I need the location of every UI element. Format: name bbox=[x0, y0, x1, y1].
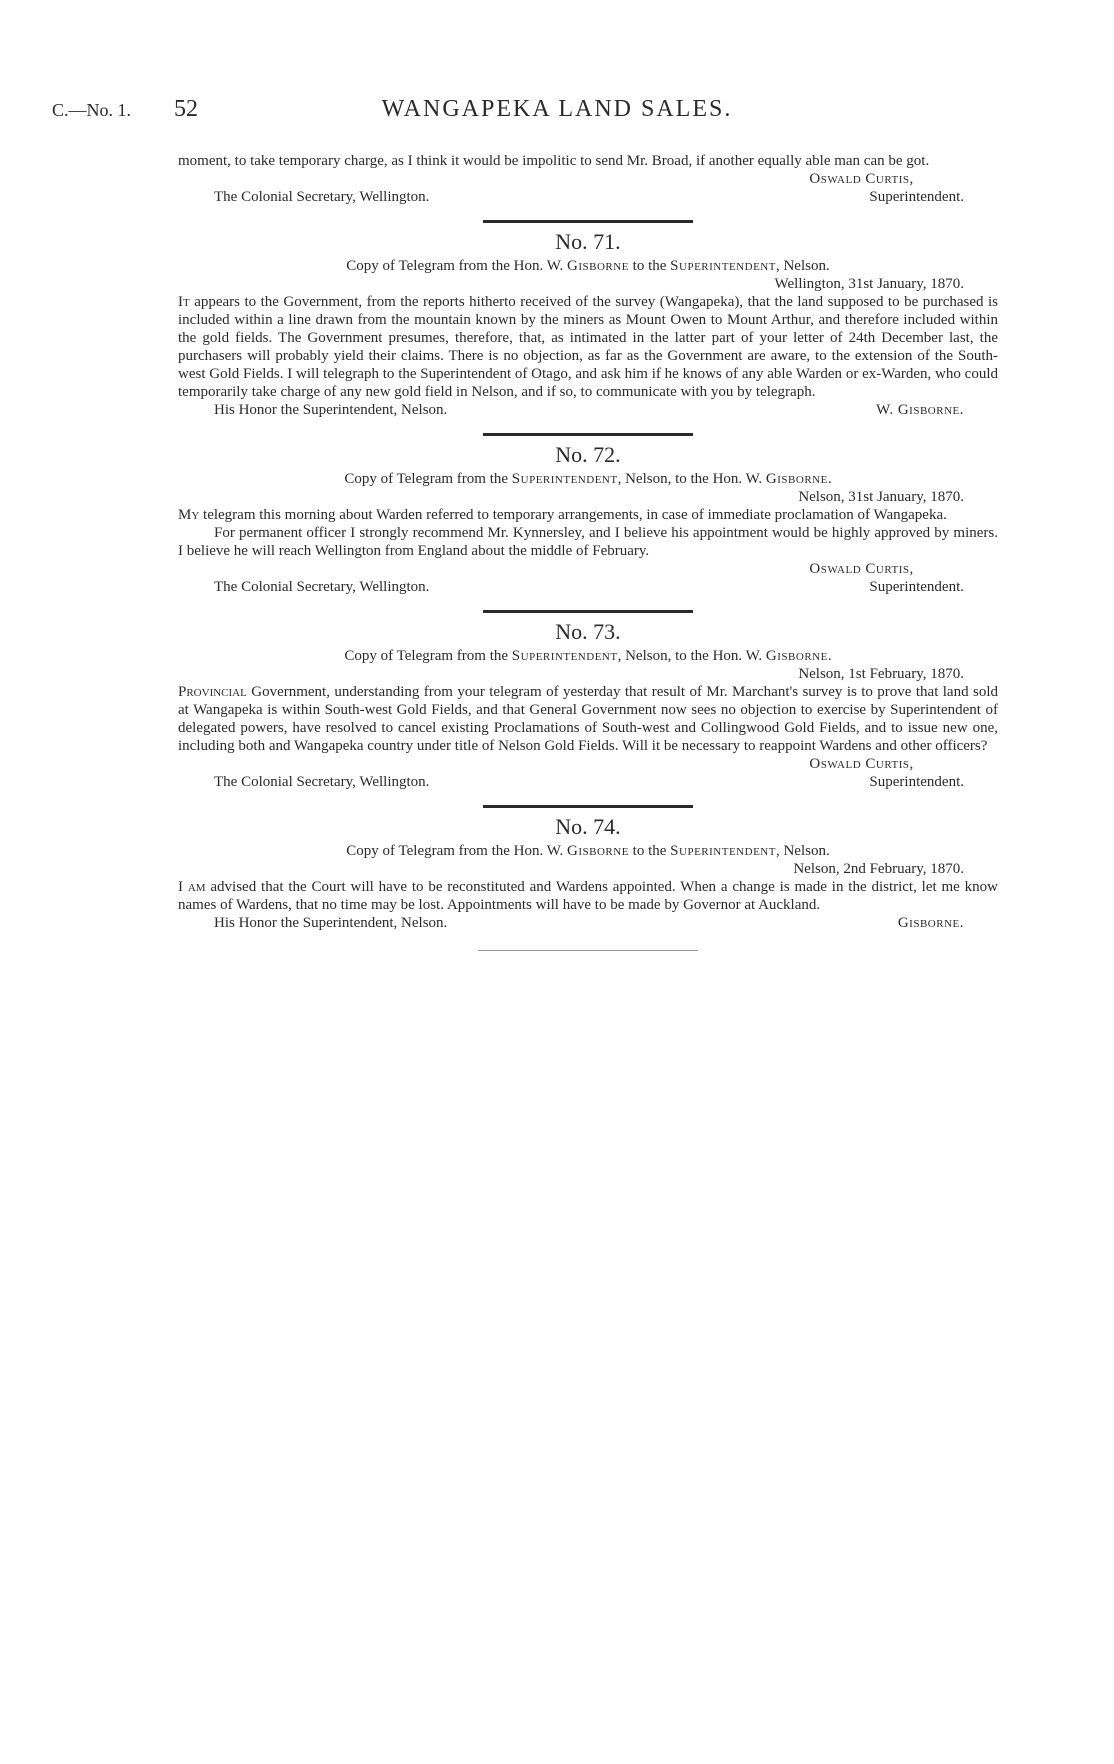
caption-sender: Superintendent bbox=[511, 648, 618, 664]
telegram-71 bbox=[178, 229, 998, 419]
lead-word: My bbox=[178, 507, 200, 523]
addressee: His Honor the Superintendent, Nelson. bbox=[214, 915, 448, 931]
signature-name: Oswald Curtis, bbox=[809, 171, 914, 187]
caption-recipient: Superintendent bbox=[670, 258, 776, 274]
addressee: His Honor the Superintendent, Nelson. bbox=[214, 402, 448, 418]
signature-block bbox=[178, 560, 998, 596]
lead-word: It bbox=[178, 294, 190, 310]
section-divider bbox=[483, 610, 693, 613]
telegram-72 bbox=[178, 442, 998, 596]
caption-recipient: Gisborne bbox=[765, 471, 828, 487]
caption-sender: Superintendent bbox=[511, 471, 618, 487]
caption-text: , Nelson. bbox=[775, 843, 830, 859]
signature-block bbox=[178, 755, 998, 791]
signature bbox=[809, 755, 964, 791]
telegram-number: No. 72. bbox=[555, 442, 621, 467]
caption-sender: Gisborne bbox=[567, 843, 629, 859]
section-divider bbox=[483, 433, 693, 436]
caption-text: Copy of Telegram from the bbox=[344, 648, 512, 664]
caption-text: , Nelson. bbox=[775, 258, 830, 274]
page-number: 52 bbox=[174, 96, 198, 122]
caption-recipient: Gisborne bbox=[765, 648, 828, 664]
telegram-caption bbox=[178, 257, 998, 275]
page-title: WANGAPEKA LAND SALES. bbox=[381, 96, 733, 122]
telegram-body bbox=[178, 506, 998, 524]
telegram-body bbox=[178, 683, 998, 755]
telegram-date: Nelson, 1st February, 1870. bbox=[798, 666, 964, 682]
continuation-section bbox=[178, 152, 998, 206]
telegram-73 bbox=[178, 619, 998, 791]
addressee: The Colonial Secretary, Wellington. bbox=[214, 189, 430, 205]
signature-name: Oswald Curtis, bbox=[809, 756, 914, 772]
section-divider bbox=[483, 805, 693, 808]
caption-text: . bbox=[827, 471, 832, 487]
lead-word: I am bbox=[178, 879, 206, 895]
signature-title: Superintendent. bbox=[869, 189, 964, 205]
signature-block bbox=[178, 914, 998, 932]
end-divider bbox=[478, 950, 698, 951]
telegram-date: Nelson, 2nd February, 1870. bbox=[793, 861, 964, 877]
caption-text: , Nelson, to the Hon. W. bbox=[617, 648, 766, 664]
telegram-date: Wellington, 31st January, 1870. bbox=[774, 276, 964, 292]
caption-text: , Nelson, to the Hon. W. bbox=[617, 471, 766, 487]
telegram-body bbox=[178, 878, 998, 914]
telegram-number: No. 74. bbox=[555, 814, 621, 839]
document-reference: C.—No. 1. bbox=[52, 100, 132, 120]
telegram-caption bbox=[178, 470, 998, 488]
signature bbox=[809, 560, 964, 596]
addressee: The Colonial Secretary, Wellington. bbox=[214, 774, 430, 790]
caption-text: to the bbox=[628, 258, 671, 274]
caption-text: to the bbox=[628, 843, 671, 859]
telegram-body-paragraph-2: For permanent officer I strongly recommend Mr. Kynnersley, and I believe his appointment would be highly approved by miners. I believe he will reach Wellington from England about the middle of February. bbox=[178, 525, 998, 559]
caption-text: Copy of Telegram from the Hon. W. bbox=[346, 843, 568, 859]
caption-recipient: Superintendent bbox=[670, 843, 776, 859]
telegram-74 bbox=[178, 814, 998, 932]
telegram-date: Nelson, 31st January, 1870. bbox=[798, 489, 964, 505]
signature: Gisborne. bbox=[897, 915, 964, 931]
telegram-body bbox=[178, 293, 998, 401]
signature-name: Oswald Curtis, bbox=[809, 561, 914, 577]
lead-word: Provincial bbox=[178, 684, 247, 700]
telegram-caption bbox=[178, 842, 998, 860]
body-text: telegram this morning about Warden referred to temporary arrangements, in case of immediate proclamation of Wangapeka. bbox=[199, 507, 947, 523]
caption-text: . bbox=[827, 648, 832, 664]
document-body bbox=[178, 152, 998, 961]
page-header bbox=[52, 96, 1062, 126]
body-text: Government, understanding from your telegram of yesterday that result of Mr. Marchant's survey is to prove that land sold at Wangapeka is within South-west Gold Fields, and that General Government now sees no objection to exercise by Superintendent of delegated powers, have resolved to cancel existing Proclamations of South-west and Collingwood Gold Fields, and to issue new one, including both and Wangapeka country under title of Nelson Gold Fields. Will it be necessary to reappoint Wardens and other officers? bbox=[178, 684, 998, 754]
signature-block bbox=[178, 170, 998, 206]
telegram-number: No. 71. bbox=[555, 229, 621, 254]
telegram-number: No. 73. bbox=[555, 619, 621, 644]
caption-text: Copy of Telegram from the bbox=[344, 471, 512, 487]
addressee: The Colonial Secretary, Wellington. bbox=[214, 579, 430, 595]
caption-sender: Gisborne bbox=[567, 258, 629, 274]
signature bbox=[809, 170, 964, 206]
signature-block bbox=[178, 401, 998, 419]
body-text: advised that the Court will have to be reconstituted and Wardens appointed. When a change is made in the district, let me know names of Wardens, that no time may be lost. Appointments will have to be made by Governor at Auckland. bbox=[178, 879, 998, 913]
signature-title: Superintendent. bbox=[869, 774, 964, 790]
continuation-text: moment, to take temporary charge, as I think it would be impolitic to send Mr. Broad, if another equally able man can be got. bbox=[178, 153, 930, 169]
telegram-caption bbox=[178, 647, 998, 665]
signature: W. Gisborne. bbox=[876, 402, 964, 418]
caption-text: Copy of Telegram from the Hon. W. bbox=[346, 258, 568, 274]
signature-title: Superintendent. bbox=[869, 579, 964, 595]
body-text: appears to the Government, from the reports hitherto received of the survey (Wangapeka), that the land supposed to be purchased is included within a line drawn from the mountain known by the miners as Mount Owen to Mount Arthur, and therefore included within the gold fields. The Government presumes, therefore, that, as intimated in the latter part of your letter of 24th December last, the purchasers will probably yield their claims. There is no objection, as far as the Government are aware, to the extension of the South-west Gold Fields. I will telegraph to the Superintendent of Otago, and ask him if he knows of any able Warden or ex-Warden, who could temporarily take charge of any new gold field in Nelson, and if so, to communicate with you by telegraph. bbox=[178, 294, 998, 400]
section-divider bbox=[483, 220, 693, 223]
